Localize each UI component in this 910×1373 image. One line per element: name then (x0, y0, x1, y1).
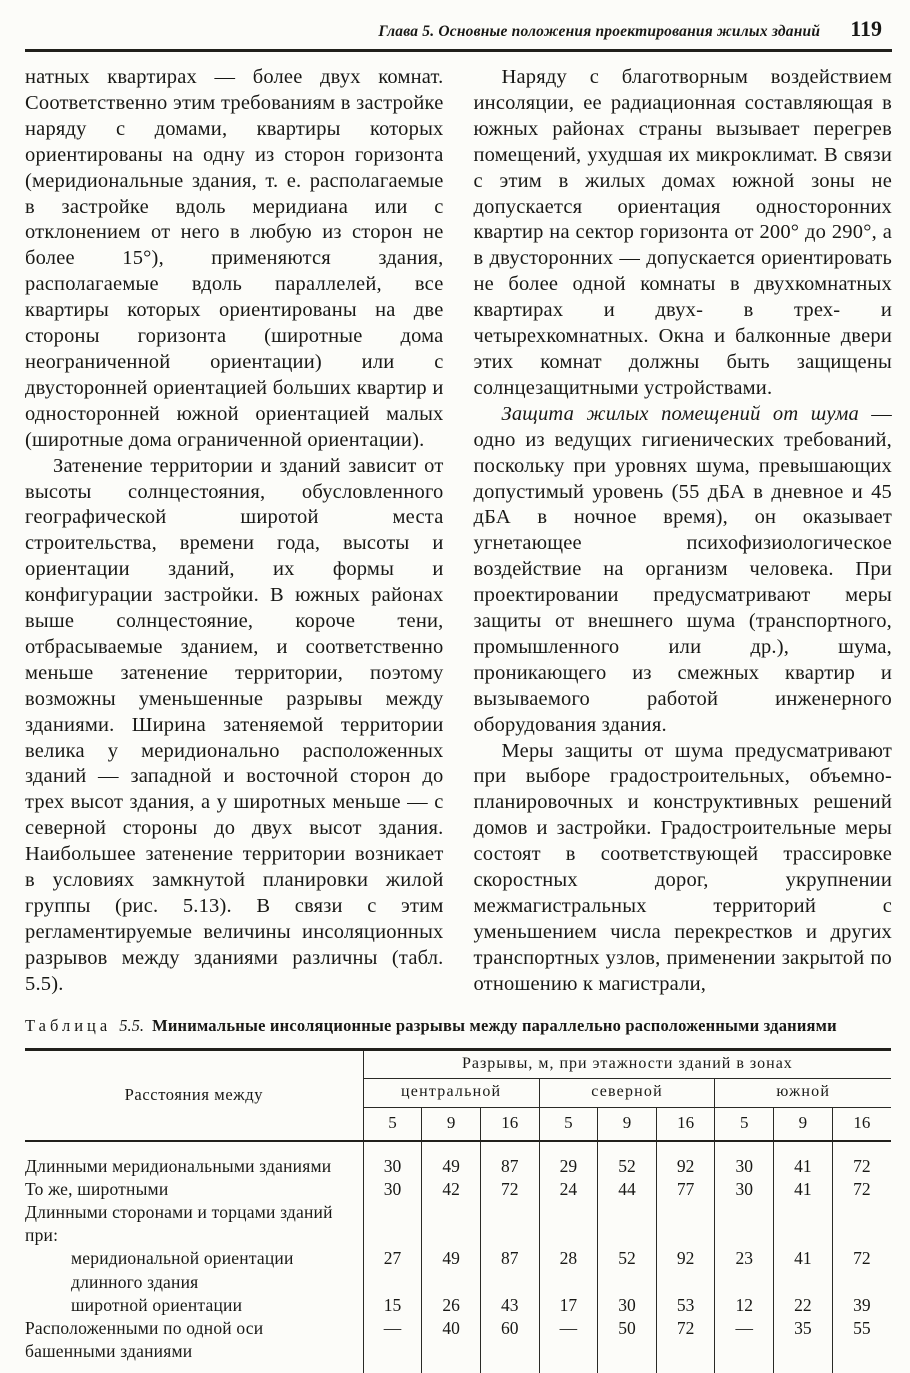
left-column (25, 65, 444, 998)
table-row (25, 1247, 891, 1293)
zone-header-central: центральной (363, 1078, 539, 1107)
floor-header: 5 (539, 1107, 598, 1141)
cell-value: 12 (715, 1294, 774, 1317)
cell-value: 52 (598, 1247, 657, 1293)
row-label: Длинными сторонами и торцами зданий при: (25, 1202, 333, 1246)
cell-value: 72 (480, 1178, 539, 1201)
row-label: То же, широтными (25, 1178, 169, 1199)
paragraph: Затенение территории и зданий зависит от высоты солнцестояния, обусловленного географической широтой места строительства, времени года, высоты и ориентации зданий, их формы и конфигурации застройки. В южных районах выше солнцестояние, короче тени, отбрасываемые зданием, и соответственно меньше затенение территории, поэтому возможны уменьшенные разрывы между зданиями. Ширина затеняемой территории велика у меридионально расположенных зданий — западной и восточной сторон до трех высот здания, а у широтных меньше — с северной стороны до двух высот здания. Наибольшее затенение территории возникает в условиях замкнутой планировки жилой группы (рис. 5.13). В связи с этим регламентируемые величины инсоляционных разрывов между зданиями различны (табл. 5.5). (25, 454, 444, 995)
cell-value: 55 (832, 1317, 891, 1373)
cell-value (480, 1201, 539, 1247)
cell-value: 28 (539, 1247, 598, 1293)
floor-header: 5 (363, 1107, 422, 1141)
cell-value: 27 (363, 1247, 422, 1293)
running-head (25, 16, 892, 42)
page-number: 119 (850, 16, 882, 41)
cell-value: 72 (832, 1247, 891, 1293)
table-head-row-1 (25, 1049, 891, 1078)
cell-value: 72 (656, 1317, 715, 1373)
cell-value: 92 (656, 1141, 715, 1178)
distances-column-header: Расстояния между (25, 1049, 363, 1141)
floor-header: 9 (422, 1107, 481, 1141)
row-label: Расположенными по одной оси башенными зданиями (25, 1318, 264, 1362)
cell-value: 77 (656, 1178, 715, 1201)
cell-value: 30 (363, 1141, 422, 1178)
floor-header: 16 (480, 1107, 539, 1141)
caption-label: Таблица (25, 1015, 112, 1035)
cell-value (774, 1201, 833, 1247)
cell-value: 53 (656, 1294, 715, 1317)
cell-value: 35 (774, 1317, 833, 1373)
insolation-table (25, 1048, 891, 1373)
cell-value: 52 (598, 1141, 657, 1178)
cell-value (832, 1201, 891, 1247)
cell-value: 50 (598, 1317, 657, 1373)
table-row (25, 1178, 891, 1201)
cell-value (656, 1201, 715, 1247)
row-label: широтной ориентации (71, 1294, 243, 1315)
cell-value: 17 (539, 1294, 598, 1317)
cell-value: — (363, 1317, 422, 1373)
cell-value: 72 (832, 1178, 891, 1201)
cell-value: 30 (715, 1178, 774, 1201)
cell-value: 87 (480, 1247, 539, 1293)
zone-header-north: северной (539, 1078, 715, 1107)
paragraph: Защита жилых помещений от шума — одно из ведущих гигиенических требований, поскольку при уровнях шума, превышающих допустимый уровень (55 дБА в дневное и 45 дБА в ночное время), он оказывает угнетающее психофизиологическое воздействие на организм человека. При проектировании предусматривают меры защиты от внешнего шума (транспортного, промышленного или др.), шума, проникающего из смежных квартир и вызываемого работой инженерного оборудования здания. (473, 402, 893, 736)
text-columns (25, 65, 892, 998)
cell-value: 39 (832, 1294, 891, 1317)
cell-value: 49 (422, 1247, 481, 1293)
floor-header: 5 (715, 1107, 774, 1141)
paragraph: Меры защиты от шума предусматривают при выборе градостроительных, объемно-планировочных и конструктивных решений домов и застройки. Градостроительные меры состоят в соответствующей трассировке скоростных дорог, укрупнении межмагистральных территорий с уменьшением числа перекрестков и других транспортных узлов, применении закрытой по отношению к магистрали, (473, 739, 892, 995)
table-row (25, 1294, 891, 1317)
row-label: Длинными меридиональными зданиями (25, 1155, 332, 1176)
chapter-title: Глава 5. Основные положения проектирования жилых зданий (378, 23, 821, 40)
cell-value: 42 (422, 1178, 481, 1201)
cell-value: 24 (539, 1178, 598, 1201)
floor-header: 16 (832, 1107, 891, 1141)
cell-value: 43 (480, 1294, 539, 1317)
caption-title: Минимальные инсоляционные разрывы между параллельно расположенными зданиями (152, 1015, 837, 1035)
right-column (474, 65, 893, 998)
header-rule (25, 49, 892, 52)
cell-value: — (539, 1317, 598, 1373)
cell-value: 92 (656, 1247, 715, 1293)
table-head (25, 1049, 891, 1141)
italic-lead: Защита жилых помещений от шума (501, 402, 859, 425)
cell-value: 29 (539, 1141, 598, 1178)
cell-value: 44 (598, 1178, 657, 1201)
floor-header: 9 (598, 1107, 657, 1141)
table-row (25, 1201, 891, 1247)
cell-value: 30 (598, 1294, 657, 1317)
paragraph: натных квартирах — более двух комнат. Соответственно этим требованиям в застройке наряду с домами, квартиры которых ориентированы на одну из сторон горизонта (меридиональные здания, т. е. располагаемые в застройке вдоль меридиана или с отклонением от него в любую из сторон не более 15°), применяются здания, располагаемые вдоль параллелей, все квартиры которых ориентированы на две стороны горизонта (широтные дома неограниченной ориентации) или с двусторонней ориентацией больших квартир и односторонней южной ориентацией малых (широтные дома ограниченной ориентации). (25, 66, 444, 451)
cell-value: 23 (715, 1247, 774, 1293)
cell-value (539, 1201, 598, 1247)
cell-value: 49 (422, 1141, 481, 1178)
cell-value: 30 (715, 1141, 774, 1178)
cell-value: 41 (774, 1178, 833, 1201)
caption-number: 5.5. (119, 1015, 144, 1035)
cell-value (715, 1201, 774, 1247)
cell-value: 26 (422, 1294, 481, 1317)
cell-value (598, 1201, 657, 1247)
cell-value: 40 (422, 1317, 481, 1373)
cell-value: 60 (480, 1317, 539, 1373)
cell-value: 72 (832, 1141, 891, 1178)
cell-value: 41 (774, 1141, 833, 1178)
cell-value: 41 (774, 1247, 833, 1293)
cell-value: 30 (363, 1178, 422, 1201)
paragraph: Наряду с благотворным воздействием инсоляции, ее радиационная составляющая в южных районах страны вызывает перегрев помещений, ухудшая их микроклимат. В связи с этим в жилых домах южной зоны не допускается ориентация односторонних квартир на сектор горизонта от 200° до 290°, а в двусторонних — допускается ориентировать не более одной комнаты в двухкомнатных квартирах и двух- в трех- и четырехкомнатных. Окна и балконные двери этих комнат должны быть защищены солнцезащитными устройствами. (473, 66, 892, 399)
cell-value: 87 (480, 1141, 539, 1178)
table-body (25, 1141, 891, 1373)
floor-header: 9 (774, 1107, 833, 1141)
row-label: меридиональной ориентации длинного здания (71, 1248, 294, 1292)
floor-header: 16 (656, 1107, 715, 1141)
cell-value (363, 1201, 422, 1247)
gaps-span-header: Разрывы, м, при этажности зданий в зонах (363, 1049, 891, 1078)
table-row (25, 1141, 891, 1178)
cell-value: 15 (363, 1294, 422, 1317)
cell-value: 22 (774, 1294, 833, 1317)
cell-value: — (715, 1317, 774, 1373)
zone-header-south: южной (715, 1078, 891, 1107)
table-caption (25, 1014, 892, 1037)
cell-value (422, 1201, 481, 1247)
table-row (25, 1317, 891, 1373)
